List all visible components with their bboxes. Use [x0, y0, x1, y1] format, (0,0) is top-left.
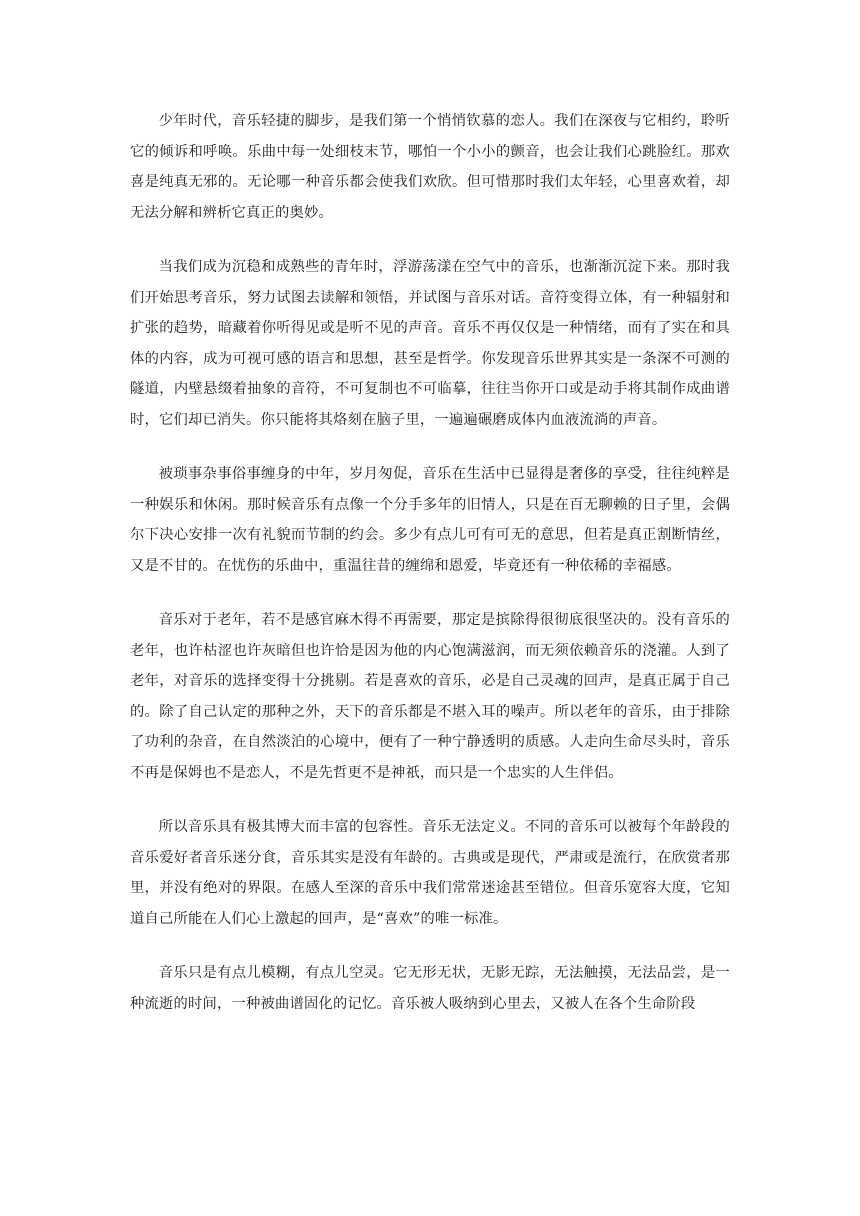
paragraph-inclusiveness: 所以音乐具有极其博大而丰富的包容性。音乐无法定义。不同的音乐可以被每个年龄段的音乐爱好者音乐迷分食，音乐其实是没有年龄的。古典或是现代，严肃或是流行，在欣赏者那里，并没有绝对的界限。在感人至深的音乐中我们常常迷途甚至错位。但音乐宽容大度，它知道自己所能在人们心上激起的回声，是“喜欢”的唯一标准。 — [130, 819, 730, 927]
paragraph-middle-age: 被琐事杂事俗事缠身的中年，岁月匆促，音乐在生活中已显得是奢侈的享受，往往纯粹是一种娱乐和休闲。那时候音乐有点像一个分手多年的旧情人，只是在百无聊赖的日子里，会偶尔下决心安排一次有礼貌而节制的约会。多少有点儿可有可无的意思，但若是真正割断情丝，又是不甘的。在忧伤的乐曲中，重温往昔的缠绵和恩爱，毕竟还有一种依稀的幸福感。 — [130, 466, 730, 574]
document-body — [130, 106, 730, 1043]
paragraph-ethereal: 音乐只是有点儿模糊，有点儿空灵。它无形无状，无影无踪，无法触摸，无法品尝，是一种流逝的时间，一种被曲谱固化的记忆。音乐被人吸纳到心里去，又被人在各个生命阶段 — [130, 965, 730, 1012]
paragraph-old-age: 音乐对于老年，若不是感官麻木得不再需要，那定是摈除得很彻底很坚决的。没有音乐的老年，也许枯涩也许灰暗但也许恰是因为他的内心饱满滋润，而无须依赖音乐的浇灌。人到了老年，对音乐的选择变得十分挑剔。若是喜欢的音乐，必是自己灵魂的回声，是真正属于自己的。除了自己认定的那种之外，天下的音乐都是不堪入耳的噪声。所以老年的音乐，由于排除了功利的杂音，在自然淡泊的心境中，便有了一种宁静透明的质感。人走向生命尽头时，音乐不再是保姆也不是恋人，不是先哲更不是神祇，而只是一个忠实的人生伴侣。 — [130, 612, 730, 781]
paragraph-young-adult: 当我们成为沉稳和成熟些的青年时，浮游荡漾在空气中的音乐，也渐渐沉淀下来。那时我们开始思考音乐，努力试图去读解和领悟，并试图与音乐对话。音符变得立体，有一种辐射和扩张的趋势，暗藏着你听得见或是听不见的声音。音乐不再仅仅是一种情绪，而有了实在和具体的内容，成为可视可感的语言和思想，甚至是哲学。你发现音乐世界其实是一条深不可测的隧道，内壁悬缀着抽象的音符，不可复制也不可临摹，往往当你开口或是动手将其制作成曲谱时，它们却已消失。你只能将其烙刻在脑子里，一遍遍碾磨成体内血液流淌的声音。 — [130, 259, 730, 428]
paragraph-youth: 少年时代，音乐轻捷的脚步，是我们第一个悄悄钦慕的恋人。我们在深夜与它相约，聆听它的倾诉和呼唤。乐曲中每一处细枝末节，哪怕一个小小的颤音，也会让我们心跳脸红。那欢喜是纯真无邪的。无论哪一种音乐都会使我们欢欣。但可惜那时我们太年轻，心里喜欢着，却无法分解和辨析它真正的奥妙。 — [130, 113, 730, 221]
